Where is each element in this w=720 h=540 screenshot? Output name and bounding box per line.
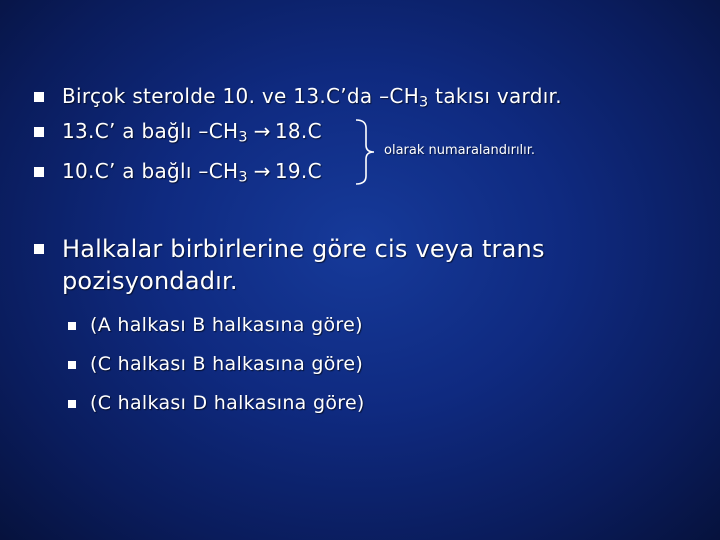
square-bullet-icon <box>34 92 44 102</box>
line-1-subscript: 3 <box>419 94 429 111</box>
square-bullet-icon <box>68 400 76 408</box>
line-2-text: 13.C’ a bağlı –CH <box>62 119 239 143</box>
line-1-text-end: takısı vardır. <box>428 84 562 108</box>
square-bullet-icon <box>68 361 76 369</box>
curly-brace-icon <box>352 118 382 186</box>
line-4-text: Halkalar birbirlerine göre cis veya trans <box>62 235 545 263</box>
square-bullet-icon <box>34 167 44 177</box>
line-3-text-end: 19.C <box>274 159 322 183</box>
line-2-text-end: 18.C <box>274 119 322 143</box>
bullet-line-4 <box>62 233 545 297</box>
line-3-text: 10.C’ a bağlı –CH <box>62 159 239 183</box>
sub-item-2: (C halkası B halkasına göre) <box>90 353 364 375</box>
bullet-line-3 <box>62 159 322 186</box>
line-2-subscript: 3 <box>238 129 248 146</box>
right-arrow-icon: → <box>253 159 271 183</box>
line-3-subscript: 3 <box>238 169 248 186</box>
square-bullet-icon <box>34 244 44 254</box>
sub-item-3: (C halkası D halkasına göre) <box>90 392 365 414</box>
bullet-line-1 <box>62 84 562 111</box>
line-4-text-continued: pozisyondadır. <box>62 267 238 295</box>
right-arrow-icon: → <box>253 119 271 143</box>
sub-item-1: (A halkası B halkasına göre) <box>90 314 363 336</box>
square-bullet-icon <box>34 127 44 137</box>
bullet-line-2 <box>62 119 322 146</box>
line-1-text: Birçok sterolde 10. ve 13.C’da –CH <box>62 84 420 108</box>
brace-note: olarak numaralandırılır. <box>384 143 536 158</box>
square-bullet-icon <box>68 322 76 330</box>
